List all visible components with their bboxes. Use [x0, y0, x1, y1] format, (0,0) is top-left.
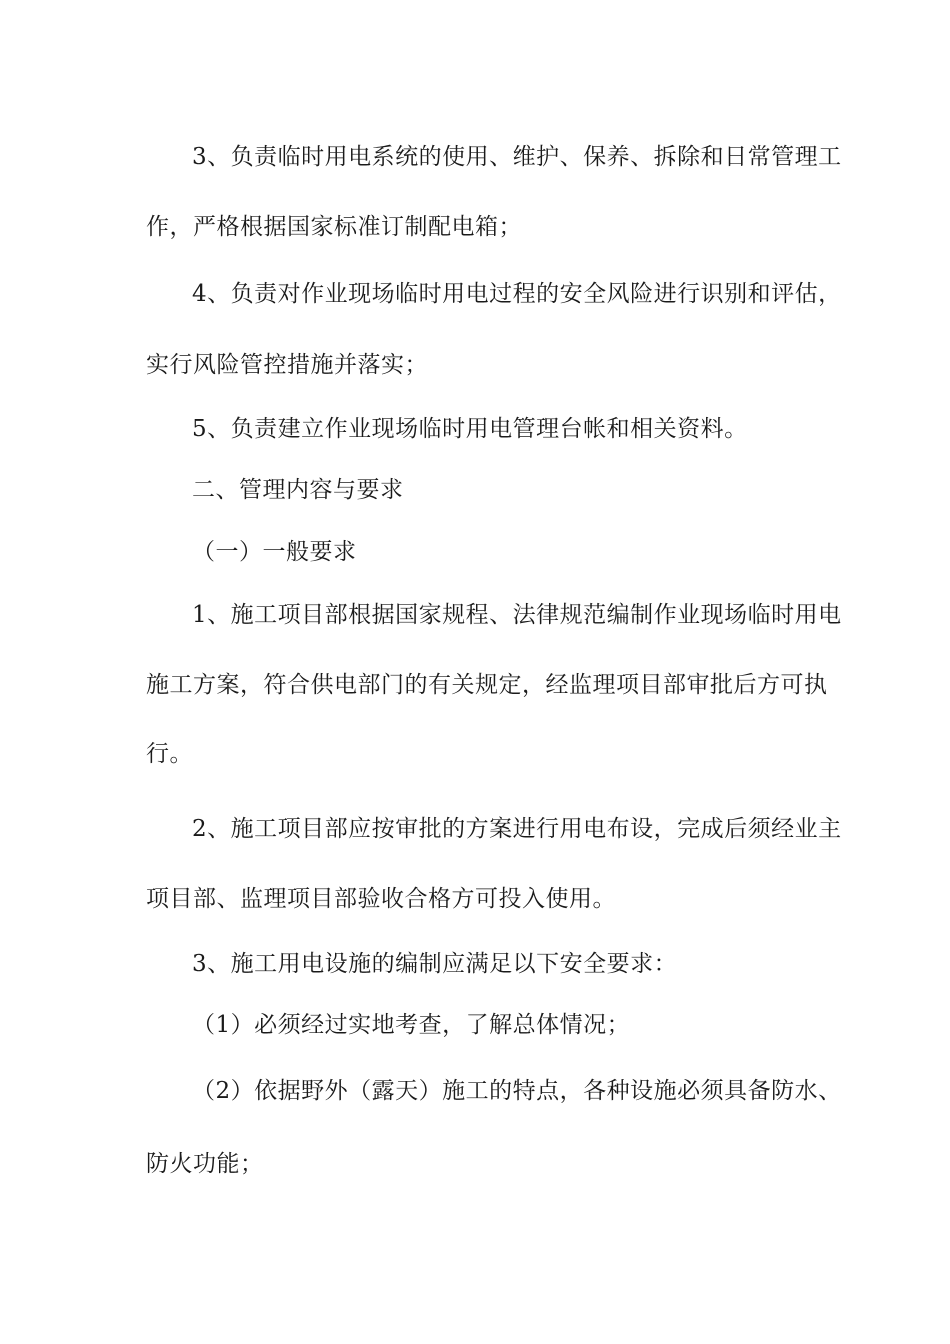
paragraph-line: 项目部、监理项目部验收合格方可投入使用。	[146, 886, 616, 912]
list-item: （1）必须经过实地考查，了解总体情况；	[192, 1012, 631, 1038]
paragraph-line: 3、负责临时用电系统的使用、维护、保养、拆除和日常管理工	[192, 144, 842, 170]
paragraph-line: 1、施工项目部根据国家规程、法律规范编制作业现场临时用电	[192, 602, 842, 628]
section-heading: 二、管理内容与要求	[192, 477, 404, 503]
paragraph-line: 4、负责对作业现场临时用电过程的安全风险进行识别和评估，	[192, 281, 842, 307]
paragraph-line: 5、负责建立作业现场临时用电管理台帐和相关资料。	[192, 416, 748, 442]
list-item-continuation: 防火功能；	[146, 1151, 264, 1177]
paragraph-line: 施工方案，符合供电部门的有关规定，经监理项目部审批后方可执	[146, 672, 828, 698]
subsection-heading: （一）一般要求	[192, 539, 357, 565]
paragraph-line: 行。	[146, 741, 193, 767]
paragraph-line: 3、施工用电设施的编制应满足以下安全要求：	[192, 951, 678, 977]
paragraph-line: 作，严格根据国家标准订制配电箱；	[146, 214, 522, 240]
list-item: （2）依据野外（露天）施工的特点，各种设施必须具备防水、	[192, 1078, 842, 1104]
paragraph-line: 2、施工项目部应按审批的方案进行用电布设，完成后须经业主	[192, 816, 842, 842]
paragraph-line: 实行风险管控措施并落实；	[146, 352, 428, 378]
